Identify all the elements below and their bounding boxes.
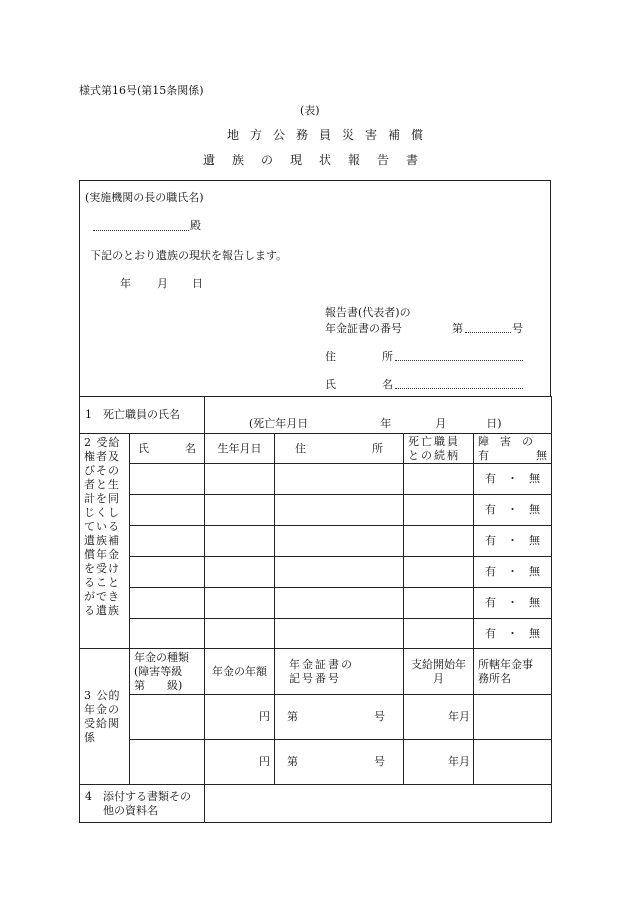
death-year: 年 — [380, 417, 392, 430]
col-disability-header: 障 害 の 有 無 — [474, 434, 552, 464]
cell[interactable] — [474, 740, 552, 785]
cert-cell[interactable]: 第 号 — [275, 695, 404, 740]
cell[interactable] — [275, 588, 404, 619]
col-start-header: 支給開始年月 — [404, 649, 474, 695]
col-cert-header: 年金証書の 記号番号 — [275, 649, 404, 695]
cell[interactable] — [404, 588, 474, 619]
table-row — [80, 588, 552, 619]
cell[interactable] — [130, 695, 205, 740]
section4-label: 4 添付する書類その 他の資料名 — [80, 785, 205, 823]
section3-header-row — [80, 649, 552, 695]
table-row — [80, 495, 552, 526]
addressee-field[interactable] — [93, 218, 189, 231]
cell[interactable] — [130, 464, 205, 495]
address-label-b: 所 — [382, 350, 393, 363]
cell[interactable] — [205, 464, 275, 495]
death-date-open: (死亡年月日 — [249, 417, 309, 430]
cert-prefix: 第 — [452, 322, 463, 335]
address-field[interactable] — [395, 348, 523, 361]
cell[interactable] — [205, 495, 275, 526]
amount-cell[interactable]: 円 — [205, 695, 275, 740]
reporter-label-2: 年金証書の番号 — [325, 322, 402, 335]
cert-cell[interactable]: 第 号 — [275, 740, 404, 785]
honorific: 殿 — [190, 219, 201, 232]
cell[interactable] — [205, 557, 275, 588]
col-office-header: 所轄年金事 務所名 — [474, 649, 552, 695]
section2-side-label: 2 受給権者及びその者と生計を同じくしている遺族補償年金を受けることができる遺族 — [80, 434, 130, 649]
form-title-line1: 地方公務員災害補償 — [227, 128, 435, 142]
addressee-box — [79, 180, 551, 396]
cell[interactable] — [275, 464, 404, 495]
start-cell[interactable]: 年 月 — [404, 695, 474, 740]
section3-side-label: 3 公的年金の受給関係 — [80, 649, 130, 785]
cell[interactable] — [404, 526, 474, 557]
cell[interactable] — [205, 526, 275, 557]
disability-choice[interactable]: 有 ・ 無 — [474, 495, 552, 526]
form-side: (表) — [300, 104, 320, 117]
cell[interactable] — [205, 588, 275, 619]
col-relation-header: 死亡職員 との続柄 — [404, 434, 474, 464]
section4-row — [80, 785, 552, 823]
section1-label: 1 死亡職員の氏名 — [80, 397, 205, 434]
cell[interactable] — [130, 495, 205, 526]
reporter-label-1: 報告書(代表者)の — [325, 306, 411, 319]
name-label-b: 名 — [382, 378, 393, 391]
section1-row — [80, 397, 552, 434]
start-cell[interactable]: 年 月 — [404, 740, 474, 785]
cell[interactable] — [130, 740, 205, 785]
form-title-line2: 遺族の現状報告書 — [203, 153, 436, 167]
cell[interactable] — [404, 557, 474, 588]
section1-field[interactable] — [205, 397, 552, 434]
name-label-a: 氏 — [325, 378, 336, 391]
table-row — [80, 464, 552, 495]
disability-choice[interactable]: 有 ・ 無 — [474, 557, 552, 588]
cell[interactable] — [474, 695, 552, 740]
cell[interactable] — [404, 495, 474, 526]
cell[interactable] — [275, 495, 404, 526]
section2-header-row — [80, 434, 552, 464]
date-year-label: 年 — [120, 277, 131, 290]
report-table — [79, 396, 552, 823]
col-name-header: 氏 名 — [130, 434, 205, 464]
disability-choice[interactable]: 有 ・ 無 — [474, 588, 552, 619]
date-month-label: 月 — [157, 277, 168, 290]
name-field[interactable] — [395, 376, 523, 389]
death-day: 日) — [486, 417, 502, 430]
cell[interactable] — [404, 464, 474, 495]
cell[interactable] — [275, 526, 404, 557]
address-label-a: 住 — [325, 350, 336, 363]
amount-cell[interactable]: 円 — [205, 740, 275, 785]
col-kind-header: 年金の種類 (障害等級 第 級) — [130, 649, 205, 695]
col-address-header: 住 所 — [275, 434, 404, 464]
cert-number-field[interactable] — [465, 320, 511, 333]
form-number: 様式第16号(第15条関係) — [79, 84, 204, 97]
col-birth-header: 生年月日 — [205, 434, 275, 464]
cell[interactable] — [130, 526, 205, 557]
addressee-label: (実施機関の長の職氏名) — [85, 191, 204, 204]
table-row — [80, 526, 552, 557]
cell[interactable] — [130, 557, 205, 588]
date-day-label: 日 — [192, 277, 203, 290]
disability-choice[interactable]: 有 ・ 無 — [474, 464, 552, 495]
cell[interactable] — [275, 557, 404, 588]
disability-choice[interactable]: 有 ・ 無 — [474, 526, 552, 557]
death-month: 月 — [435, 417, 447, 430]
cell[interactable] — [275, 619, 404, 649]
cell[interactable] — [205, 619, 275, 649]
cert-suffix: 号 — [512, 322, 523, 335]
disability-choice[interactable]: 有 ・ 無 — [474, 619, 552, 649]
cell[interactable] — [130, 588, 205, 619]
cell[interactable] — [130, 619, 205, 649]
table-row — [80, 557, 552, 588]
section4-field[interactable] — [205, 785, 552, 823]
table-row — [80, 619, 552, 649]
col-amount-header: 年金の年額 — [205, 649, 275, 695]
cell[interactable] — [404, 619, 474, 649]
table-row — [80, 740, 552, 785]
statement: 下記のとおり遺族の現状を報告します。 — [90, 249, 288, 262]
table-row — [80, 695, 552, 740]
